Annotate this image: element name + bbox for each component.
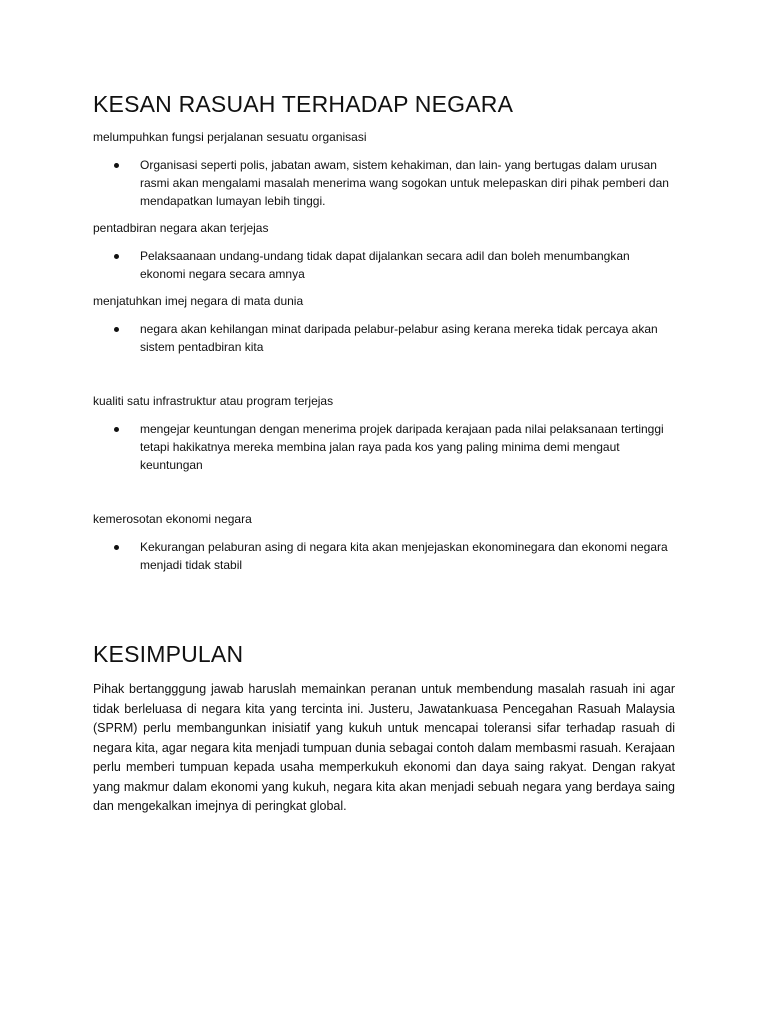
bullet-text: Organisasi seperti polis, jabatan awam, sistem kehakiman, dan lain- yang bertugas dalam urusan rasmi akan mengalami masalah menerima wang sogokan untuk melepaskan diri pihak pemberi dan mendapatkan lumayan lebih tinggi.: [140, 158, 669, 208]
bullet-icon: [114, 427, 119, 432]
section-topic: menjatuhkan imej negara di mata dunia: [93, 294, 304, 308]
list-item: [114, 247, 674, 283]
conclusion-paragraph: Pihak bertangggung jawab haruslah memainkan peranan untuk membendung masalah rasuah ini agar tidak berleluasa di negara kita yang tercinta ini. Justeru, Jawatankuasa Pencegahan Rasuah Malaysia (SPRM) perlu membangunkan inisiatif yang kukuh untuk mencapai toleransi sifar terhadap rasuah di negara kita, agar negara kita menjadi tumpuan dunia sebagai contoh dalam membasmi rasuah. Kerajaan perlu memberi tumpuan kepada usaha memperkukuh ekonomi dan daya saing rakyat. Dengan rakyat yang makmur dalam ekonomi yang kukuh, negara kita akan menjadi sebuah negara yang berdaya saing dan mengekalkan imejnya di peringkat global.: [93, 682, 675, 813]
list-item: [114, 156, 674, 210]
list-item: [114, 538, 674, 574]
bullet-text: Pelaksaanaan undang-undang tidak dapat dijalankan secara adil dan boleh menumbangkan ekonomi negara secara amnya: [140, 249, 630, 281]
section-topic: pentadbiran negara akan terjejas: [93, 221, 269, 235]
section-topic: kemerosotan ekonomi negara: [93, 512, 252, 526]
conclusion-heading: KESIMPULAN: [93, 641, 244, 667]
bullet-text: negara akan kehilangan minat daripada pelabur-pelabur asing kerana mereka tidak percaya akan sistem pentadbiran kita: [140, 322, 658, 354]
section-topic: kualiti satu infrastruktur atau program terjejas: [93, 394, 334, 408]
bullet-text: mengejar keuntungan dengan menerima projek daripada kerajaan pada nilai pelaksanaan tertinggi tetapi hakikatnya mereka membina jalan raya pada kos yang paling minima demi mengaut keuntungan: [140, 422, 664, 472]
bullet-icon: [114, 327, 119, 332]
bullet-icon: [114, 545, 119, 550]
page-title: KESAN RASUAH TERHADAP NEGARA: [93, 91, 514, 117]
list-item: [114, 420, 674, 474]
bullet-icon: [114, 163, 119, 168]
list-item: [114, 320, 674, 356]
bullet-text: Kekurangan pelaburan asing di negara kita akan menjejaskan ekonominegara dan ekonomi negara menjadi tidak stabil: [140, 540, 668, 572]
bullet-icon: [114, 254, 119, 259]
section-topic: melumpuhkan fungsi perjalanan sesuatu organisasi: [93, 130, 367, 144]
